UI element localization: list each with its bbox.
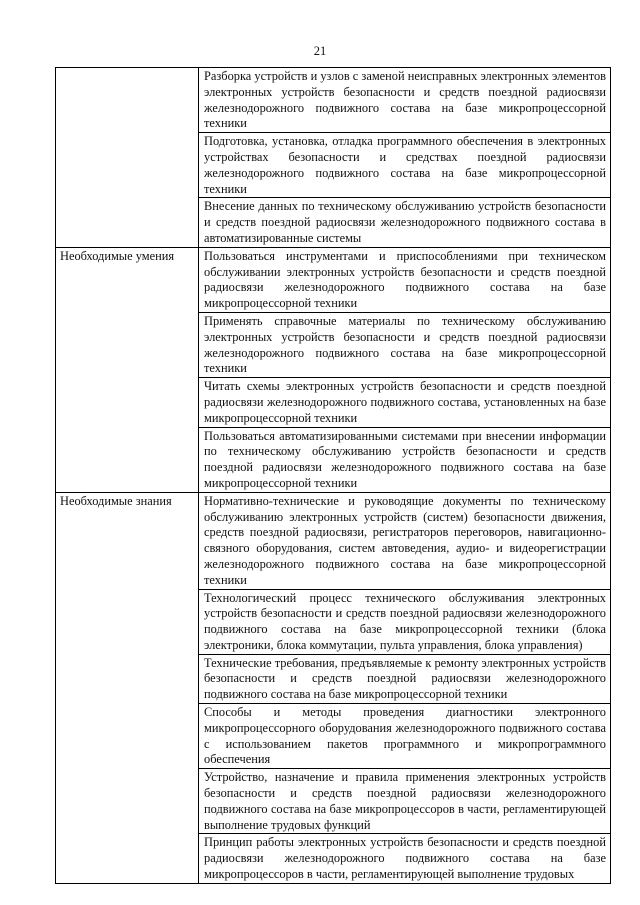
table-row (56, 247, 611, 492)
requirement-item: Нормативно-технические и руководящие документы по техническому обслуживанию электронных устройств (систем) безопасности движения, средств поездной радиосвязи, регистраторов переговоров, навигационно-связного оборудования, систем автоведения, аудио- и видеорегистрации железнодорожного подвижного состава на базе микропроцессорной техники (204, 493, 606, 587)
row-label (56, 68, 198, 69)
row-content-cell (199, 68, 611, 248)
requirement-item: Применять справочные материалы по техническому обслуживанию электронных устройств безопасности и средств поездной радиосвязи железнодорожного подвижного состава на базе микропроцессорной техники (199, 312, 610, 377)
row-content-cell (199, 492, 611, 883)
row-label-cell (56, 492, 199, 883)
row-label-cell (56, 247, 199, 492)
requirement-item: Разборка устройств и узлов с заменой неисправных электронных элементов электронных устройств безопасности и средств поездной радиосвязи железнодорожного подвижного состава на базе микропроцессорной техники (204, 69, 606, 131)
row-label-cell (56, 68, 199, 248)
page-number: 21 (313, 44, 327, 58)
requirement-item: Принцип работы электронных устройств безопасности и средств поездной радиосвязи железнодорожного подвижного состава на базе микропроцессоров в части, регламентирующей выполнение трудовых (199, 833, 610, 882)
requirement-item: Технические требования, предъявляемые к ремонту электронных устройств безопасности и средств поездной радиосвязи железнодорожного подвижного состава на базе микропроцессорной техники (199, 654, 610, 703)
row-label: Необходимые умения (60, 248, 175, 263)
table-row (56, 68, 611, 248)
requirement-item: Подготовка, установка, отладка программного обеспечения в электронных устройствах безопасности и средствах поездной радиосвязи железнодорожного подвижного состава на базе микропроцессорной техники (199, 132, 610, 197)
requirement-item: Способы и методы проведения диагностики электронного микропроцессорного оборудования железнодорожного подвижного состава с использованием пакетов программного и микропрограммного обеспечения (199, 703, 610, 768)
requirement-item: Технологический процесс технического обслуживания электронных устройств безопасности и средств поездной радиосвязи железнодорожного подвижного состава на базе микропроцессорной техники (блока электроники, блока коммутации, пульта управления, блока управления) (199, 589, 610, 654)
row-label: Необходимые знания (60, 493, 172, 508)
requirement-item: Пользоваться инструментами и приспособлениями при техническом обслуживании электронных устройств безопасности и средств поездной радиосвязи железнодорожного подвижного состава на базе микропроцессорной техники (204, 248, 606, 311)
requirements-table (55, 67, 611, 884)
requirement-item: Внесение данных по техническому обслуживанию устройств безопасности и средств поездной радиосвязи железнодорожного подвижного состава в автоматизированные системы (199, 197, 610, 246)
requirement-item: Устройство, назначение и правила применения электронных устройств безопасности и средств поездной радиосвязи железнодорожного подвижного состава на базе микропроцессоров в части, регламентирующей выполнение трудовых функций (199, 768, 610, 833)
requirement-item: Читать схемы электронных устройств безопасности и средств поездной радиосвязи железнодорожного подвижного состава, установленных на базе микропроцессорной техники (199, 377, 610, 426)
table-row (56, 492, 611, 883)
row-content-cell (199, 247, 611, 492)
requirement-item: Пользоваться автоматизированными системами при внесении информации по техническому обслуживанию устройств безопасности и средств поездной радиосвязи железнодорожного подвижного состава на базе микропроцессорной техники (199, 427, 610, 492)
